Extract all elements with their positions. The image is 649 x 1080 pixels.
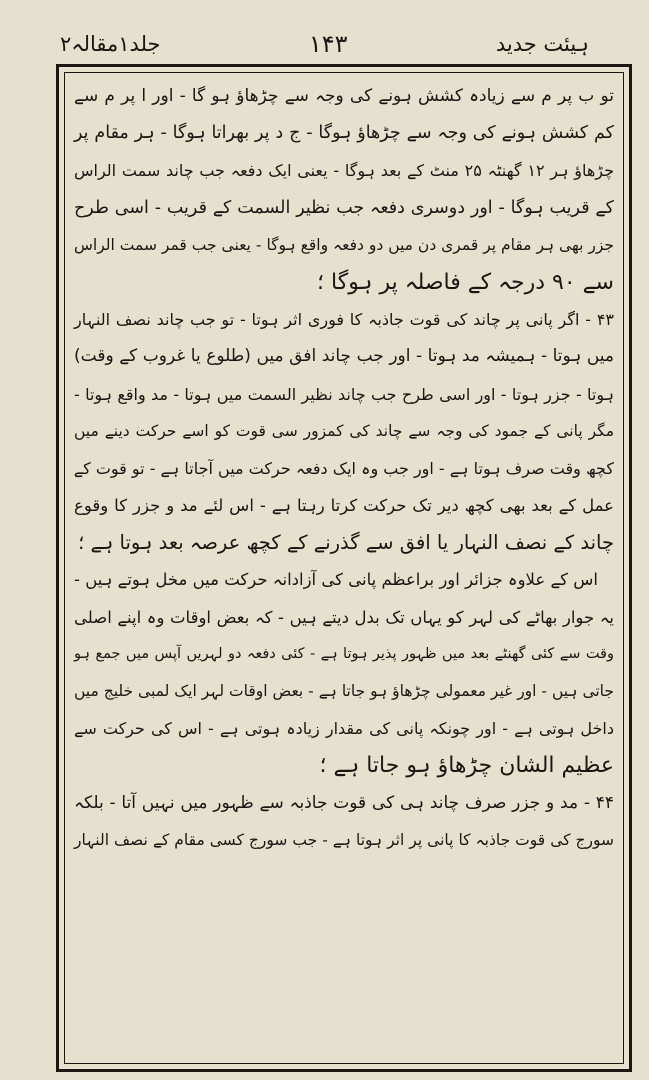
page-header bbox=[60, 26, 589, 62]
text-line: کچھ وقت صرف ہوتا ہے - اور جب وہ ایک دفعہ حرکت میں آجاتا ہے - تو قوت کے bbox=[73, 458, 614, 478]
text-line: وقت سے کئی گھنٹے بعد میں ظہور پذیر ہوتا ہے - کئی دفعہ دو لہریں آپس میں جمع ہو bbox=[74, 645, 614, 662]
text-line: داخل ہوتی ہے - اور چونکہ پانی کی مقدار زیادہ ہوتی ہے - اس کی حرکت سے bbox=[74, 719, 614, 739]
text-line: سورج کی قوت جاذبہ کا پانی پر اثر ہوتا ہے - جب سورج کسی مقام کے نصف النہار bbox=[74, 830, 614, 849]
text-line: جاتی ہیں - اور غیر معمولی چڑھاؤ ہو جاتا ہے - بعض اوقات لہر ایک لمبی خلیج میں bbox=[74, 682, 614, 700]
text-line: عمل کے بعد بھی کچھ دیر تک حرکت کرتا رہتا ہے - اس لئے مد و جزر کا وقوع bbox=[74, 496, 614, 516]
text-line: کے قریب ہوگا - اور دوسری دفعہ جب نظیر السمت کے قریب - اسی طرح bbox=[74, 197, 614, 218]
text-line: تو ب پر م سے زیادہ کشش ہونے کی وجہ سے چڑھاؤ ہو گا - اور ا پر م سے bbox=[74, 86, 614, 106]
text-line: یہ جوار بھاٹے کی لہر کو یہاں تک بدل دیتے ہیں - کہ بعض اوقات وہ اپنے اصلی bbox=[74, 607, 614, 627]
text-line: ۴۳ - اگر پانی پر چاند کی قوت جاذبہ کا فوری اثر ہوتا - تو جب چاند نصف النہار bbox=[74, 310, 614, 330]
text-line: عظیم الشان چڑھاؤ ہو جاتا ہے ؛ bbox=[319, 753, 614, 779]
body-text bbox=[70, 78, 618, 859]
text-line: میں ہوتا - ہمیشہ مد ہوتا - اور جب چاند افق میں (طلوع یا غروب کے وقت) bbox=[74, 346, 614, 367]
text-line: چاند کے نصف النہار یا افق سے گذرنے کے کچھ عرصہ بعد ہوتا ہے ؛ bbox=[78, 531, 614, 555]
text-line: اس کے علاوہ جزائر اور براعظم پانی کی آزادانہ حرکت میں مخل ہوتے ہیں - bbox=[74, 570, 598, 590]
page-number: ۱۴۳ bbox=[308, 30, 348, 58]
text-line: مگر پانی کے جمود کی وجہ سے چاند کی کمزور سی قوت کو اسے حرکت دینے میں bbox=[74, 421, 614, 440]
text-line: کم کشش ہونے کی وجہ سے چڑھاؤ ہوگا - ج د پر بھراتا ہوگا - ہر مقام پر bbox=[74, 123, 614, 144]
text-line: ۴۴ - مد و جزر صرف چاند ہی کی قوت جاذبہ سے ظہور میں نہیں آتا - بلکہ bbox=[74, 792, 614, 813]
text-line: سے ۹۰ درجہ کے فاصلہ پر ہوگا ؛ bbox=[317, 269, 614, 295]
book-title: ہیئت جدید bbox=[495, 31, 589, 56]
text-line: جزر بھی ہر مقام پر قمری دن میں دو دفعہ واقع ہوگا - یعنی جب قمر سمت الراس bbox=[74, 235, 614, 254]
text-line: چڑھاؤ ہر ۱۲ گھنٹہ ۲۵ منٹ کے بعد ہوگا - یعنی ایک دفعہ جب چاند سمت الراس bbox=[74, 161, 614, 181]
text-line: ہوتا - جزر ہوتا - اور اسی طرح جب چاند نظیر السمت میں ہوتا - مد واقع ہوتا - bbox=[74, 384, 614, 404]
volume-label: جلد۱مقالہ۲ bbox=[60, 31, 161, 56]
